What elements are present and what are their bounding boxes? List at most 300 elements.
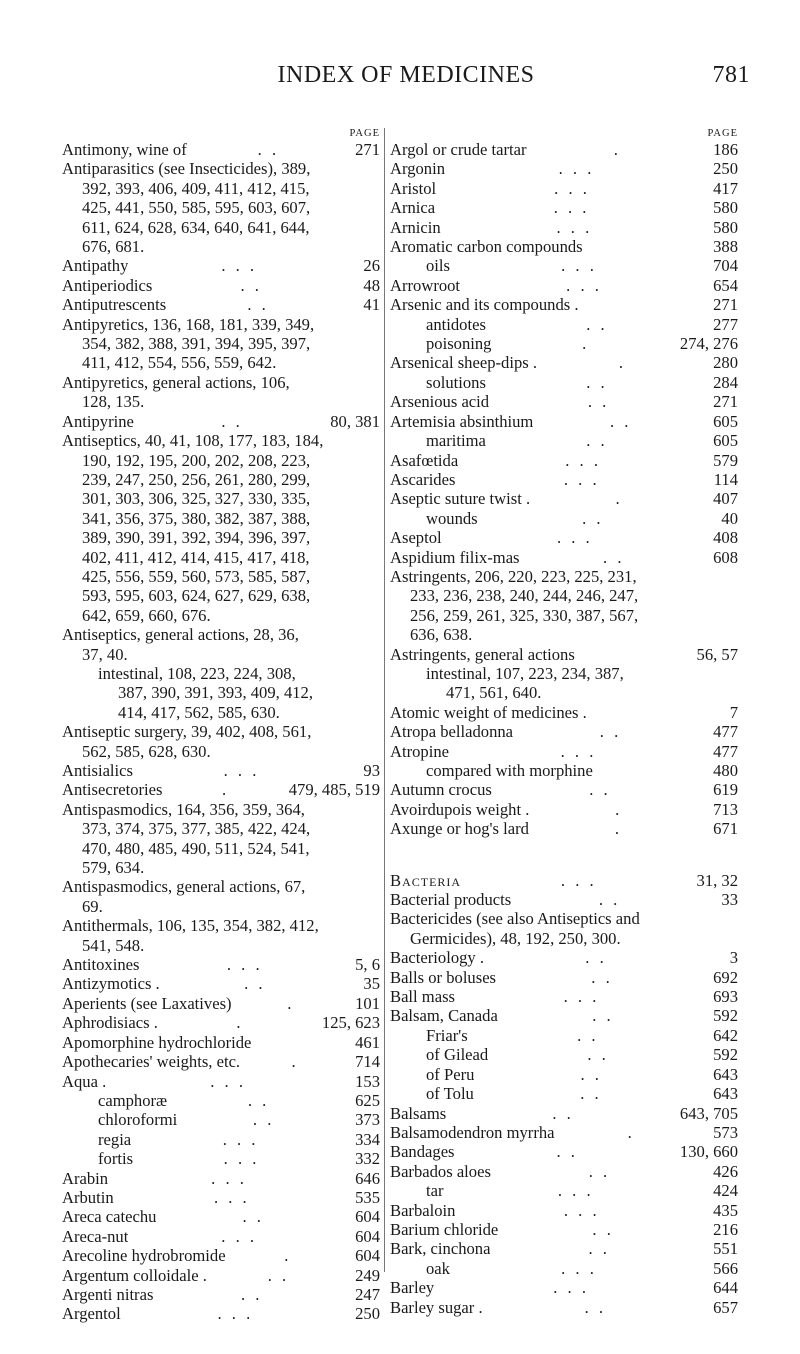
entry-pages: 535 [355, 1187, 380, 1207]
index-entry [390, 1298, 738, 1317]
index-entry [390, 645, 738, 664]
entry-pages: 426 [713, 1161, 738, 1181]
leader-dots: . . [586, 314, 608, 334]
entry-term: chloroformi [98, 1110, 178, 1130]
entry-pages: 408 [713, 528, 738, 548]
entry-pages: 714 [355, 1052, 380, 1072]
entry-pages: 80, 381 [330, 411, 380, 431]
entry-line: 636, 638. [410, 625, 473, 645]
entry-pages: 657 [713, 1297, 738, 1317]
entry-line: 411, 412, 554, 556, 559, 642. [82, 353, 277, 373]
entry-term: camphoræ [98, 1090, 168, 1110]
index-entry [62, 1072, 380, 1091]
leader-dots: . . [244, 974, 266, 994]
leader-dots: . . . [226, 955, 263, 975]
entry-term: Antiputrescents [62, 295, 167, 315]
entry-term: Apomorphine hydrochloride [62, 1032, 252, 1052]
entry-line: 373, 374, 375, 377, 385, 422, 424, [82, 819, 311, 839]
entry-term: of Peru [426, 1064, 475, 1084]
entry-pages: 477 [713, 741, 738, 761]
entry-term: Atomic weight of medicines . [390, 702, 587, 722]
entry-pages: 604 [355, 1246, 380, 1266]
entry-pages: 592 [713, 1045, 738, 1065]
leader-dots: . . [552, 1103, 574, 1123]
entry-line: 470, 480, 485, 490, 511, 524, 541, [82, 838, 310, 858]
entry-pages: 671 [713, 819, 738, 839]
entry-pages: 249 [355, 1265, 380, 1285]
entry-pages: 250 [713, 159, 738, 179]
entry-term: Argentol [62, 1304, 121, 1324]
leader-dots: . . . [553, 198, 590, 218]
section-gap [390, 839, 738, 871]
entry-pages: 643, 705 [679, 1103, 738, 1123]
entry-pages: 693 [713, 987, 738, 1007]
entry-line: 128, 135. [82, 392, 145, 412]
entry-pages: 7 [729, 702, 738, 722]
entry-term: Argenti nitras [62, 1284, 154, 1304]
index-entry-multiline [62, 877, 380, 916]
leader-dots: . . [221, 411, 243, 431]
entry-term: poisoning [426, 334, 492, 354]
index-entry [390, 528, 738, 547]
index-entry-multiline [62, 159, 380, 256]
entry-pages: 580 [713, 198, 738, 218]
index-entry [390, 353, 738, 372]
leader-dots: . . [591, 967, 613, 987]
leader-dots: . . [582, 508, 604, 528]
entry-line: intestinal, 107, 223, 234, 387, [426, 663, 624, 683]
entry-pages: 101 [355, 993, 380, 1013]
leader-dots: . . [585, 948, 607, 968]
entry-line: 471, 561, 640. [446, 683, 542, 703]
index-entry-multiline [62, 664, 380, 722]
entry-pages: 480 [713, 761, 738, 780]
entry-pages: 33 [721, 890, 738, 910]
entry-pages: 604 [355, 1207, 380, 1227]
index-entry [62, 1266, 380, 1285]
entry-line: Antispasmodics, 164, 356, 359, 364, [62, 799, 305, 819]
index-entry [62, 1285, 380, 1304]
entry-pages: 373 [355, 1110, 380, 1130]
entry-line: Antiseptics, general actions, 28, 36, [62, 625, 299, 645]
leader-dots: . . [247, 295, 269, 315]
leader-dots: . . [584, 1297, 607, 1317]
entry-term: Bandages [390, 1142, 455, 1162]
entry-line: 239, 247, 250, 256, 261, 280, 299, [82, 469, 311, 489]
leader-dots: . . [588, 1239, 610, 1259]
index-entry [390, 489, 738, 508]
entry-line: 579, 634. [82, 858, 145, 878]
leader-dots: . . [240, 275, 262, 295]
entry-pages: 461 [355, 1032, 380, 1052]
entry-line: 642, 659, 660, 676. [82, 605, 211, 625]
entry-pages: 713 [713, 799, 738, 819]
entry-pages: 125, 623 [321, 1013, 380, 1033]
entry-line: Bactericides (see also Antiseptics and [390, 909, 640, 929]
leader-dots: . . [267, 1265, 290, 1285]
entry-term: Aphrodisiacs . [62, 1013, 158, 1033]
leader-dots: . . [580, 1084, 602, 1104]
entry-line: Astringents, 206, 220, 223, 225, 231, [390, 566, 637, 586]
entry-term: Argentum colloidale . [62, 1265, 207, 1285]
leader-dots: . . [580, 1064, 602, 1084]
index-entry [390, 1239, 738, 1258]
index-subentry [390, 761, 738, 780]
entry-term: Arnica [390, 198, 436, 218]
entry-term: oils [426, 256, 450, 276]
entry-line: Antithermals, 106, 135, 354, 382, 412, [62, 916, 319, 936]
leader-dots: . [284, 1246, 292, 1266]
leader-dots: . [627, 1122, 635, 1142]
entry-pages: 48 [363, 275, 380, 295]
leader-dots: . . . [561, 256, 597, 276]
entry-pages: 247 [355, 1284, 380, 1304]
entry-term: antidotes [426, 314, 486, 334]
index-entry [390, 237, 738, 256]
index-entry [62, 1013, 380, 1032]
entry-term: Arbutin [62, 1187, 114, 1207]
index-entry [390, 451, 738, 470]
leader-dots: . . . [554, 178, 590, 198]
entry-term: solutions [426, 372, 486, 392]
entry-term: Ball mass [390, 987, 455, 1007]
entry-pages: 271 [713, 295, 738, 315]
index-entry [390, 548, 738, 567]
entry-pages: 477 [713, 722, 738, 742]
entry-line: 354, 382, 388, 391, 394, 395, 397, [82, 334, 311, 354]
leader-dots: . [222, 780, 230, 800]
leader-dots: . . [586, 431, 608, 451]
entry-term: regia [98, 1129, 132, 1149]
entry-line: Antiseptic surgery, 39, 402, 408, 561, [62, 722, 312, 742]
entry-pages: 479, 485, 519 [288, 780, 380, 800]
index-entry [62, 295, 380, 314]
leader-dots: . . [589, 780, 611, 800]
leader-dots: . . . [213, 1187, 250, 1207]
entry-pages: 608 [713, 547, 738, 567]
index-entry [62, 761, 380, 780]
entry-pages: 130, 660 [679, 1142, 738, 1162]
entry-pages: 642 [713, 1025, 738, 1045]
entry-pages: 573 [713, 1122, 738, 1142]
entry-pages: 424 [713, 1181, 738, 1201]
page-header [62, 62, 750, 102]
index-subentry [390, 509, 738, 528]
index-entry [62, 780, 380, 799]
index-subentry [390, 1084, 738, 1103]
leader-dots: . [614, 819, 623, 839]
entry-pages: 3 [729, 948, 738, 968]
index-entry-multiline [62, 431, 380, 625]
entry-line: intestinal, 108, 223, 224, 308, [98, 663, 296, 683]
leader-dots: . . [240, 1284, 263, 1304]
entry-term: Astringents, general actions [390, 644, 575, 664]
index-subentry [390, 1045, 738, 1064]
index-subentry [62, 1110, 380, 1129]
entry-pages: 332 [355, 1149, 380, 1169]
entry-term: Barbados aloes [390, 1161, 491, 1181]
entry-term: Axunge or hog's lard [390, 819, 529, 839]
index-entry [390, 1201, 738, 1220]
leader-dots: . . . [563, 1200, 600, 1220]
leader-dots: . [613, 140, 621, 159]
entry-pages: 334 [355, 1129, 380, 1149]
index-entry [62, 974, 380, 993]
entry-pages: 579 [713, 450, 738, 470]
entry-term: Balls or boluses [390, 967, 497, 987]
entry-term: Antipathy [62, 256, 129, 276]
entry-pages: 284 [713, 372, 738, 392]
leader-dots: . [287, 993, 295, 1013]
entry-term: Aristol [390, 178, 437, 198]
entry-line: 562, 585, 628, 630. [82, 741, 211, 761]
index-entry [390, 871, 738, 890]
index-entry-multiline [62, 916, 380, 955]
entry-term: fortis [98, 1149, 134, 1169]
entry-term: Balsams [390, 1103, 447, 1123]
entry-pages: 566 [713, 1258, 738, 1278]
entry-line: Antipyretics, general actions, 106, [62, 372, 290, 392]
entry-line: 425, 556, 559, 560, 573, 585, 587, [82, 566, 311, 586]
index-entry [390, 1006, 738, 1025]
index-entry [390, 890, 738, 909]
entry-pages: 250 [355, 1304, 380, 1324]
entry-term: Bacterial products [390, 890, 512, 910]
entry-term: Antizymotics . [62, 974, 160, 994]
leader-dots: . . [577, 1025, 599, 1045]
entry-line: 301, 303, 306, 325, 327, 330, 335, [82, 489, 311, 509]
leader-dots: . . . [223, 761, 260, 780]
index-entry [390, 276, 738, 295]
index-subentry [62, 1130, 380, 1149]
index-entry [62, 1246, 380, 1265]
entry-term: wounds [426, 508, 478, 528]
entry-term: Antisialics [62, 761, 133, 780]
entry-term: Atropine [390, 741, 449, 761]
leader-dots: . . . [221, 1226, 258, 1246]
column-divider [384, 128, 385, 1272]
entry-line: 69. [82, 896, 103, 916]
index-entry [62, 1227, 380, 1246]
leader-dots: . . [587, 392, 610, 412]
entry-term: Aspidium filix-mas [390, 547, 520, 567]
entry-term: Antimony, wine of [62, 140, 187, 159]
index-entry [390, 392, 738, 411]
leader-dots: . . . [565, 450, 601, 470]
entry-line: Antiparasitics (see Insecticides), 389, [62, 159, 311, 179]
entry-pages: 186 [713, 140, 738, 159]
entry-term: Asafœtida [390, 450, 459, 470]
entry-pages: 407 [713, 489, 738, 509]
entry-term: Apothecaries' weights, etc. [62, 1052, 241, 1072]
entry-line: Antipyretics, 136, 168, 181, 339, 349, [62, 314, 315, 334]
entry-term: Argol or crude tartar [390, 140, 527, 159]
entry-line: 37, 40. [82, 644, 128, 664]
index-entry [390, 1104, 738, 1123]
entry-pages: 388 [713, 237, 738, 257]
index-entry [62, 1304, 380, 1323]
entry-pages: 153 [355, 1071, 380, 1091]
entry-pages: 274, 276 [679, 334, 738, 354]
entry-line: 414, 417, 562, 585, 630. [118, 702, 280, 722]
leader-dots: . . . [566, 275, 602, 295]
leader-dots: . . . [560, 741, 597, 761]
index-entry [390, 703, 738, 722]
leader-dots: . . [257, 140, 280, 159]
leader-dots: . . . [222, 1129, 259, 1149]
entry-line: Antiseptics, 40, 41, 108, 177, 183, 184, [62, 431, 324, 451]
index-subentry [390, 256, 738, 275]
entry-line: 256, 259, 261, 325, 330, 387, 567, [410, 605, 639, 625]
entry-term: Argonin [390, 159, 446, 179]
entry-line: 402, 411, 412, 414, 415, 417, 418, [82, 547, 310, 567]
entry-pages: 417 [713, 178, 738, 198]
entry-pages: 41 [363, 295, 380, 315]
entry-line: 233, 236, 238, 240, 244, 246, 247, [410, 586, 639, 606]
leader-dots: . . [242, 1207, 264, 1227]
index-entry [390, 780, 738, 799]
leader-dots: . . . [563, 987, 600, 1007]
entry-term: Aqua . [62, 1071, 107, 1091]
entry-line: Antispasmodics, general actions, 67, [62, 877, 306, 897]
entry-term: Barium chloride [390, 1219, 499, 1239]
leader-dots: . [615, 489, 623, 509]
entry-line: 341, 356, 375, 380, 382, 387, 388, [82, 508, 311, 528]
entry-line: 611, 624, 628, 634, 640, 641, 644, [82, 217, 310, 237]
index-entry [62, 412, 380, 431]
leader-dots: . . [587, 1045, 609, 1065]
index-entry [62, 955, 380, 974]
leader-dots: . . [556, 1142, 578, 1162]
entry-term: Friar's [426, 1025, 468, 1045]
entry-line: 425, 441, 550, 585, 595, 603, 607, [82, 198, 311, 218]
entry-term: Balsam, Canada [390, 1006, 498, 1026]
leader-dots: . . . [557, 1181, 594, 1201]
index-subentry [390, 431, 738, 450]
index-entry-multiline [390, 909, 738, 948]
entry-pages: 692 [713, 967, 738, 987]
entry-term: Antitoxines [62, 955, 140, 975]
index-entry [390, 968, 738, 987]
index-entry [390, 1123, 738, 1142]
entry-pages: 280 [713, 353, 738, 373]
index-entry-multiline [62, 373, 380, 412]
leader-dots: . . [599, 722, 622, 742]
entry-term: Barbaloin [390, 1200, 456, 1220]
page-column-label: PAGE [349, 128, 380, 139]
index-entry-multiline [62, 625, 380, 664]
entry-term: Bark, cinchona [390, 1239, 491, 1259]
leader-dots: . . [603, 547, 625, 567]
index-entry [390, 987, 738, 1006]
index-entry [62, 1207, 380, 1226]
index-entry-multiline [390, 567, 738, 645]
index-subentry [62, 1149, 380, 1168]
leader-dots: . . . [210, 1071, 246, 1091]
index-subentry [390, 373, 738, 392]
leader-dots: . [615, 799, 623, 819]
index-column-left [62, 128, 380, 1324]
leader-dots: . [291, 1052, 299, 1072]
index-subentry [390, 1181, 738, 1200]
entry-line: 190, 192, 195, 200, 202, 208, 223, [82, 450, 311, 470]
entry-pages: 93 [363, 761, 380, 780]
entry-term: oak [426, 1258, 450, 1278]
index-entry [390, 1162, 738, 1181]
entry-term: Arrowroot [390, 275, 461, 295]
index-entry-multiline [62, 315, 380, 373]
entry-term: maritima [426, 431, 486, 451]
leader-dots: . . . [221, 256, 258, 276]
leader-dots: . . [592, 1219, 614, 1239]
entry-term: Arecoline hydrobromide [62, 1246, 226, 1266]
entry-pages: 56, 57 [696, 644, 738, 664]
index-entry [62, 256, 380, 275]
index-subentry [390, 1259, 738, 1278]
entry-term: Antisecretories [62, 780, 163, 800]
leader-dots: . . . [553, 1278, 589, 1298]
entry-term: Ascarides [390, 469, 456, 489]
index-entry [390, 198, 738, 217]
index-entry [62, 140, 380, 159]
index-entry [62, 1169, 380, 1188]
index-entry-multiline [62, 722, 380, 761]
index-entry [390, 1278, 738, 1297]
entry-pages: 646 [355, 1168, 380, 1188]
leader-dots: . . . [556, 528, 593, 548]
entry-pages: 592 [713, 1006, 738, 1026]
entry-pages: 5, 6 [355, 955, 380, 975]
entry-term: of Gilead [426, 1045, 489, 1065]
leader-dots: . . [252, 1110, 275, 1130]
entry-term: Arsenious acid [390, 392, 490, 412]
index-entry [390, 819, 738, 838]
index-subentry [390, 1065, 738, 1084]
leader-dots: . . . [560, 870, 597, 890]
entry-pages: 643 [713, 1084, 738, 1104]
index-entry [62, 1188, 380, 1207]
leader-dots: . . . [561, 1258, 597, 1278]
index-entry [390, 179, 738, 198]
index-column-right [390, 128, 738, 1317]
entry-pages: 654 [713, 275, 738, 295]
index-entry [390, 295, 738, 314]
entry-term: Antipyrine [62, 411, 134, 431]
entry-term: Arabin [62, 1168, 109, 1188]
entry-pages: 277 [713, 314, 738, 334]
page-column-label: PAGE [707, 128, 738, 139]
entry-line: 541, 548. [82, 935, 145, 955]
entry-term: Artemisia absinthium [390, 411, 534, 431]
entry-term: Arsenical sheep-dips . [390, 353, 537, 373]
entry-term: Areca catechu [62, 1207, 157, 1227]
index-subentry [390, 315, 738, 334]
leader-dots: . . . [211, 1168, 247, 1188]
entry-line: 392, 393, 406, 409, 411, 412, 415, [82, 178, 310, 198]
leader-dots: . . [609, 411, 632, 431]
entry-pages: 40 [721, 508, 738, 528]
leader-dots: . . [588, 1161, 611, 1181]
entry-term: Autumn crocus [390, 780, 492, 800]
entry-term: Aromatic carbon compounds [390, 237, 583, 257]
entry-pages: 604 [355, 1226, 380, 1246]
leader-dots: . . . [217, 1304, 254, 1324]
index-entry [62, 1052, 380, 1071]
entry-term: of Tolu [426, 1084, 474, 1104]
leader-dots: . . [598, 890, 621, 910]
entry-pages: 644 [713, 1278, 738, 1298]
leader-dots: . [236, 1013, 244, 1033]
